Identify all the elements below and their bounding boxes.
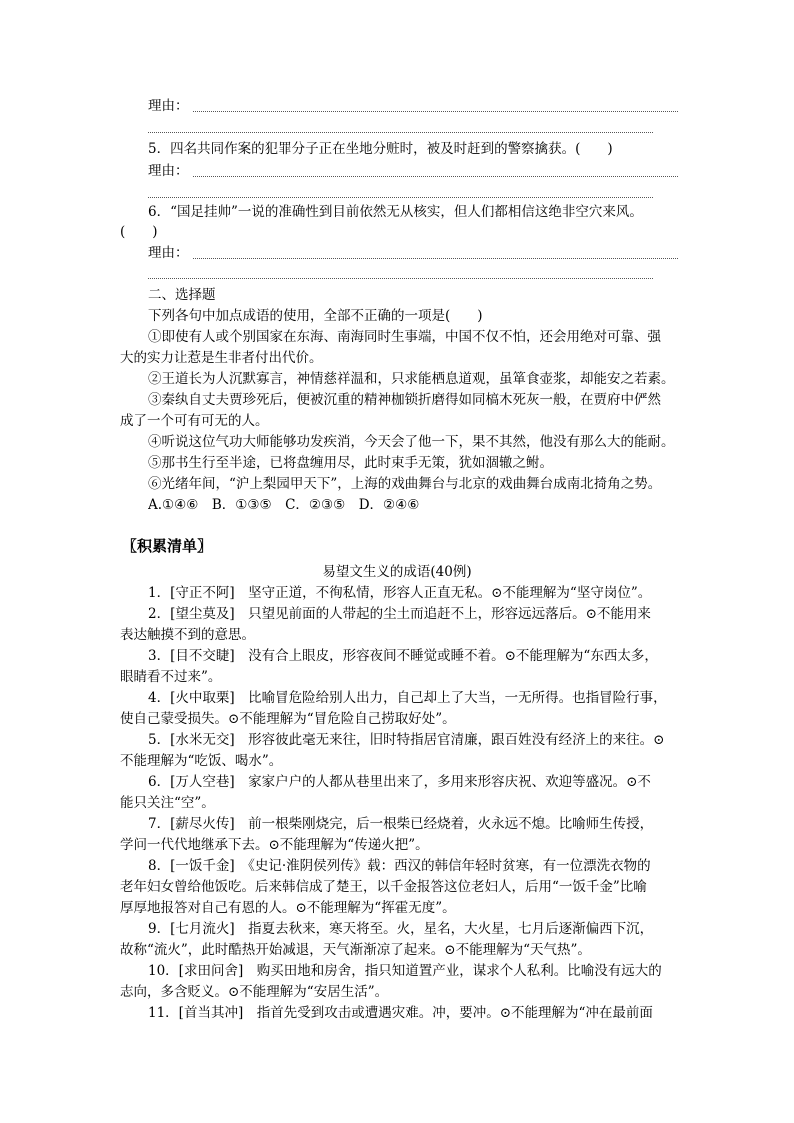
reason-line	[148, 243, 678, 264]
list-item: 11．[首当其冲] 指首先受到攻击或遭遇灾难。冲，要冲。⊙不能理解为“冲在最前面	[148, 1005, 653, 1021]
list-item: 3．[目不交睫] 没有合上眼皮，形容夜间不睡觉或睡不着。⊙不能理解为“东西太多，	[148, 648, 658, 664]
reason-label: 理由：	[148, 163, 189, 179]
question-6-bracket: ( )	[120, 224, 158, 240]
list-item: 学问一代代地继承下去。⊙不能理解为“传递火把”。	[120, 837, 429, 853]
reason-label: 理由：	[148, 98, 189, 114]
list-item: 使自己蒙受损失。⊙不能理解为“冒危险自己捞取好处”。	[120, 711, 456, 727]
list-item: 5．[水米无交] 形容彼此毫无来往，旧时特指居官清廉，跟百姓没有经济上的来往。⊙	[148, 732, 665, 748]
list-item: 2．[望尘莫及] 只望见前面的人带起的尘土而追赶不上，形容远远落后。⊙不能用来	[148, 606, 651, 622]
answer-blank	[193, 257, 679, 259]
accumulation-heading: 〖积累清单〗	[122, 537, 213, 555]
list-item: 9．[七月流火] 指夏去秋来，寒天将至。火，星名，大火星，七月后逐渐偏西下沉，	[148, 921, 654, 937]
list-item: 7．[薪尽火传] 前一根柴刚烧完，后一根柴已经烧着，火永远不熄。比喻师生传授，	[148, 816, 654, 832]
answer-blank	[148, 277, 653, 279]
question-6: 6．“国足挂帅”一说的准确性到目前依然无从核实，但人们都相信这绝非空穴来风。	[148, 204, 643, 220]
list-item: 能只关注“空”。	[120, 795, 215, 811]
question-5: 5．四名共同作案的犯罪分子正在坐地分赃时，被及时赶到的警察擒获。( )	[148, 141, 613, 157]
answer-blank	[148, 131, 653, 133]
list-item: 志向，多含贬义。⊙不能理解为“安居生活”。	[120, 984, 389, 1000]
list-item: 不能理解为“吃饭、喝水”。	[120, 753, 283, 769]
section-heading: 二、选择题	[148, 287, 216, 303]
list-item: 眼睛看不过来”。	[120, 669, 222, 685]
choice-line: ②王道长为人沉默寡言，神情慈祥温和，只求能栖息道观，虽箪食壶浆，却能安之若素。	[148, 371, 675, 387]
choice-line: 大的实力让惹是生非者付出代价。	[120, 350, 323, 366]
list-item: 8．[一饭千金] 《史记·淮阴侯列传》载：西汉的韩信年轻时贫寒，有一位漂洗衣物的	[148, 858, 651, 874]
list-item: 故称“流火”，此时酷热开始减退，天气渐渐凉了起来。⊙不能理解为“天气热”。	[120, 942, 591, 958]
answer-blank	[148, 196, 653, 198]
answer-blank	[193, 175, 679, 177]
choice-stem: 下列各句中加点成语的使用，全部不正确的一项是( )	[148, 308, 483, 324]
list-item: 6．[万人空巷] 家家户户的人都从巷里出来了，多用来形容庆祝、欢迎等盛况。⊙不	[148, 774, 651, 790]
list-item: 老年妇女曾给他饭吃。后来韩信成了楚王，以千金报答这位老妇人，后用“一饭千金”比喻	[120, 879, 647, 895]
reason-label: 理由：	[148, 245, 189, 261]
choice-line: ⑥光绪年间，“沪上梨园甲天下”，上海的戏曲舞台与北京的戏曲舞台成南北掎角之势。	[148, 476, 662, 492]
list-item: 10．[求田问舍] 购买田地和房舍，指只知道置产业，谋求个人私利。比喻没有远大的	[148, 963, 662, 979]
list-item: 表达触摸不到的意思。	[120, 627, 255, 643]
reason-line	[148, 96, 678, 117]
reason-line	[148, 161, 678, 182]
list-item: 1．[守正不阿] 坚守正道，不徇私情，形容人正直无私。⊙不能理解为“坚守岗位”。	[148, 585, 652, 601]
choice-line: ①即使有人或个别国家在东海、南海同时生事端，中国不仅不怕，还会用绝对可靠、强	[148, 329, 661, 345]
choice-line: ④听说这位气功大师能够功发疾消，今天会了他一下，果不其然，他没有那么大的能耐。	[148, 434, 675, 450]
answer-options: A.①④⑥ B．①③⑤ C．②③⑤ D．②④⑥	[148, 497, 420, 513]
list-item: 厚厚地报答对自己有恩的人。⊙不能理解为“挥霍无度”。	[120, 900, 456, 916]
choice-line: ⑤那书生行至半途，已将盘缠用尽，此时束手无策，犹如涸辙之鲋。	[148, 455, 553, 471]
answer-blank	[193, 110, 679, 112]
choice-line: ③秦纨自丈夫贾珍死后，便被沉重的精神枷锁折磨得如同槁木死灰一般，在贾府中俨然	[148, 392, 661, 408]
list-item: 4．[火中取栗] 比喻冒危险给别人出力，自己却上了大当，一无所得。也指冒险行事，	[148, 690, 667, 706]
list-title: 易望文生义的成语(40例)	[322, 564, 472, 580]
choice-line: 成了一个可有可无的人。	[120, 413, 269, 429]
